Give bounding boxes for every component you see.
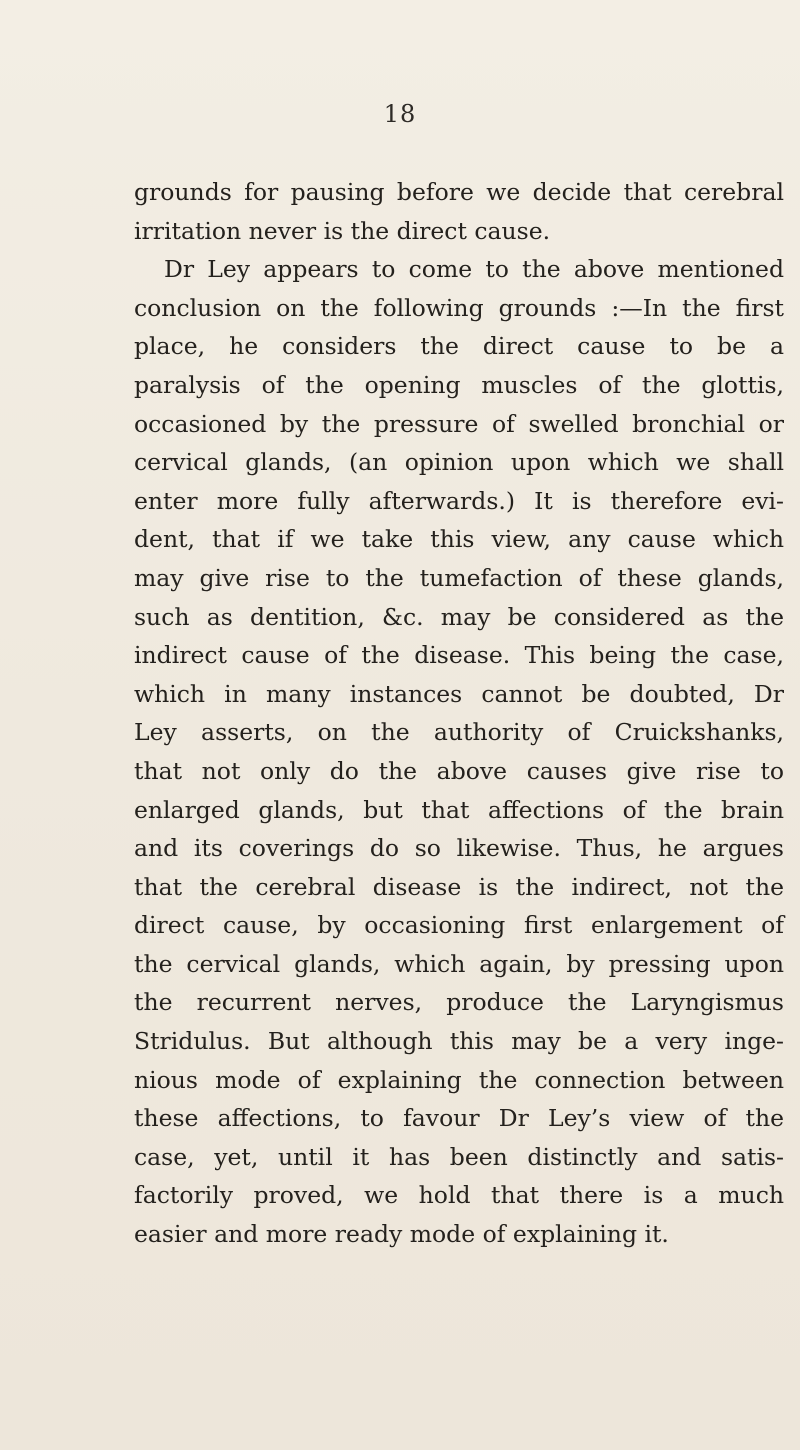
text-line: these affections, to favour Dr Ley’s view of the [134,1104,784,1133]
text-line: paralysis of the opening muscles of the glottis, [134,370,784,399]
text-line: Stridulus. But although this may be a very inge- [134,1027,784,1056]
text-line: enter more fully afterwards.) It is therefore evi- [134,486,784,515]
text-line: Ley asserts, on the authority of Cruickshanks, [134,718,784,747]
text-line: the cervical glands, which again, by pressing upon [134,949,784,978]
paragraph-start-line: Dr Ley appears to come to the above mentioned [164,255,784,284]
text-line: the recurrent nerves, produce the Laryngismus [134,988,784,1017]
body-text [134,173,784,1254]
text-line: case, yet, until it has been distinctly and satis- [134,1142,784,1171]
text-line: that not only do the above causes give rise to [134,756,784,785]
text-line: that the cerebral disease is the indirect, not the [134,872,784,901]
text-line: such as dentition, &c. may be considered as the [134,602,784,631]
text-line: conclusion on the following grounds :—In the first [134,293,784,322]
text-line: occasioned by the pressure of swelled bronchial or [134,409,784,438]
page-number: 18 [383,100,417,128]
text-line: direct cause, by occasioning first enlargement of [134,911,784,940]
text-line: and its coverings do so likewise. Thus, he argues [134,834,784,863]
text-line: may give rise to the tumefaction of these glands, [134,563,784,592]
text-line: enlarged glands, but that affections of the brain [134,795,784,824]
text-line: which in many instances cannot be doubted, Dr [134,679,784,708]
text-line: nious mode of explaining the connection between [134,1065,784,1094]
text-line: grounds for pausing before we decide that cerebral [134,178,784,206]
text-line: dent, that if we take this view, any cause which [134,525,784,554]
text-line: indirect cause of the disease. This being the case, [134,641,784,670]
text-line: irritation never is the direct cause. [134,216,551,245]
text-line: factorily proved, we hold that there is a much [134,1181,784,1210]
text-line: cervical glands, (an opinion upon which we shall [134,448,784,477]
text-line: easier and more ready mode of explaining it. [134,1220,669,1249]
text-line: place, he considers the direct cause to be a [134,332,784,361]
